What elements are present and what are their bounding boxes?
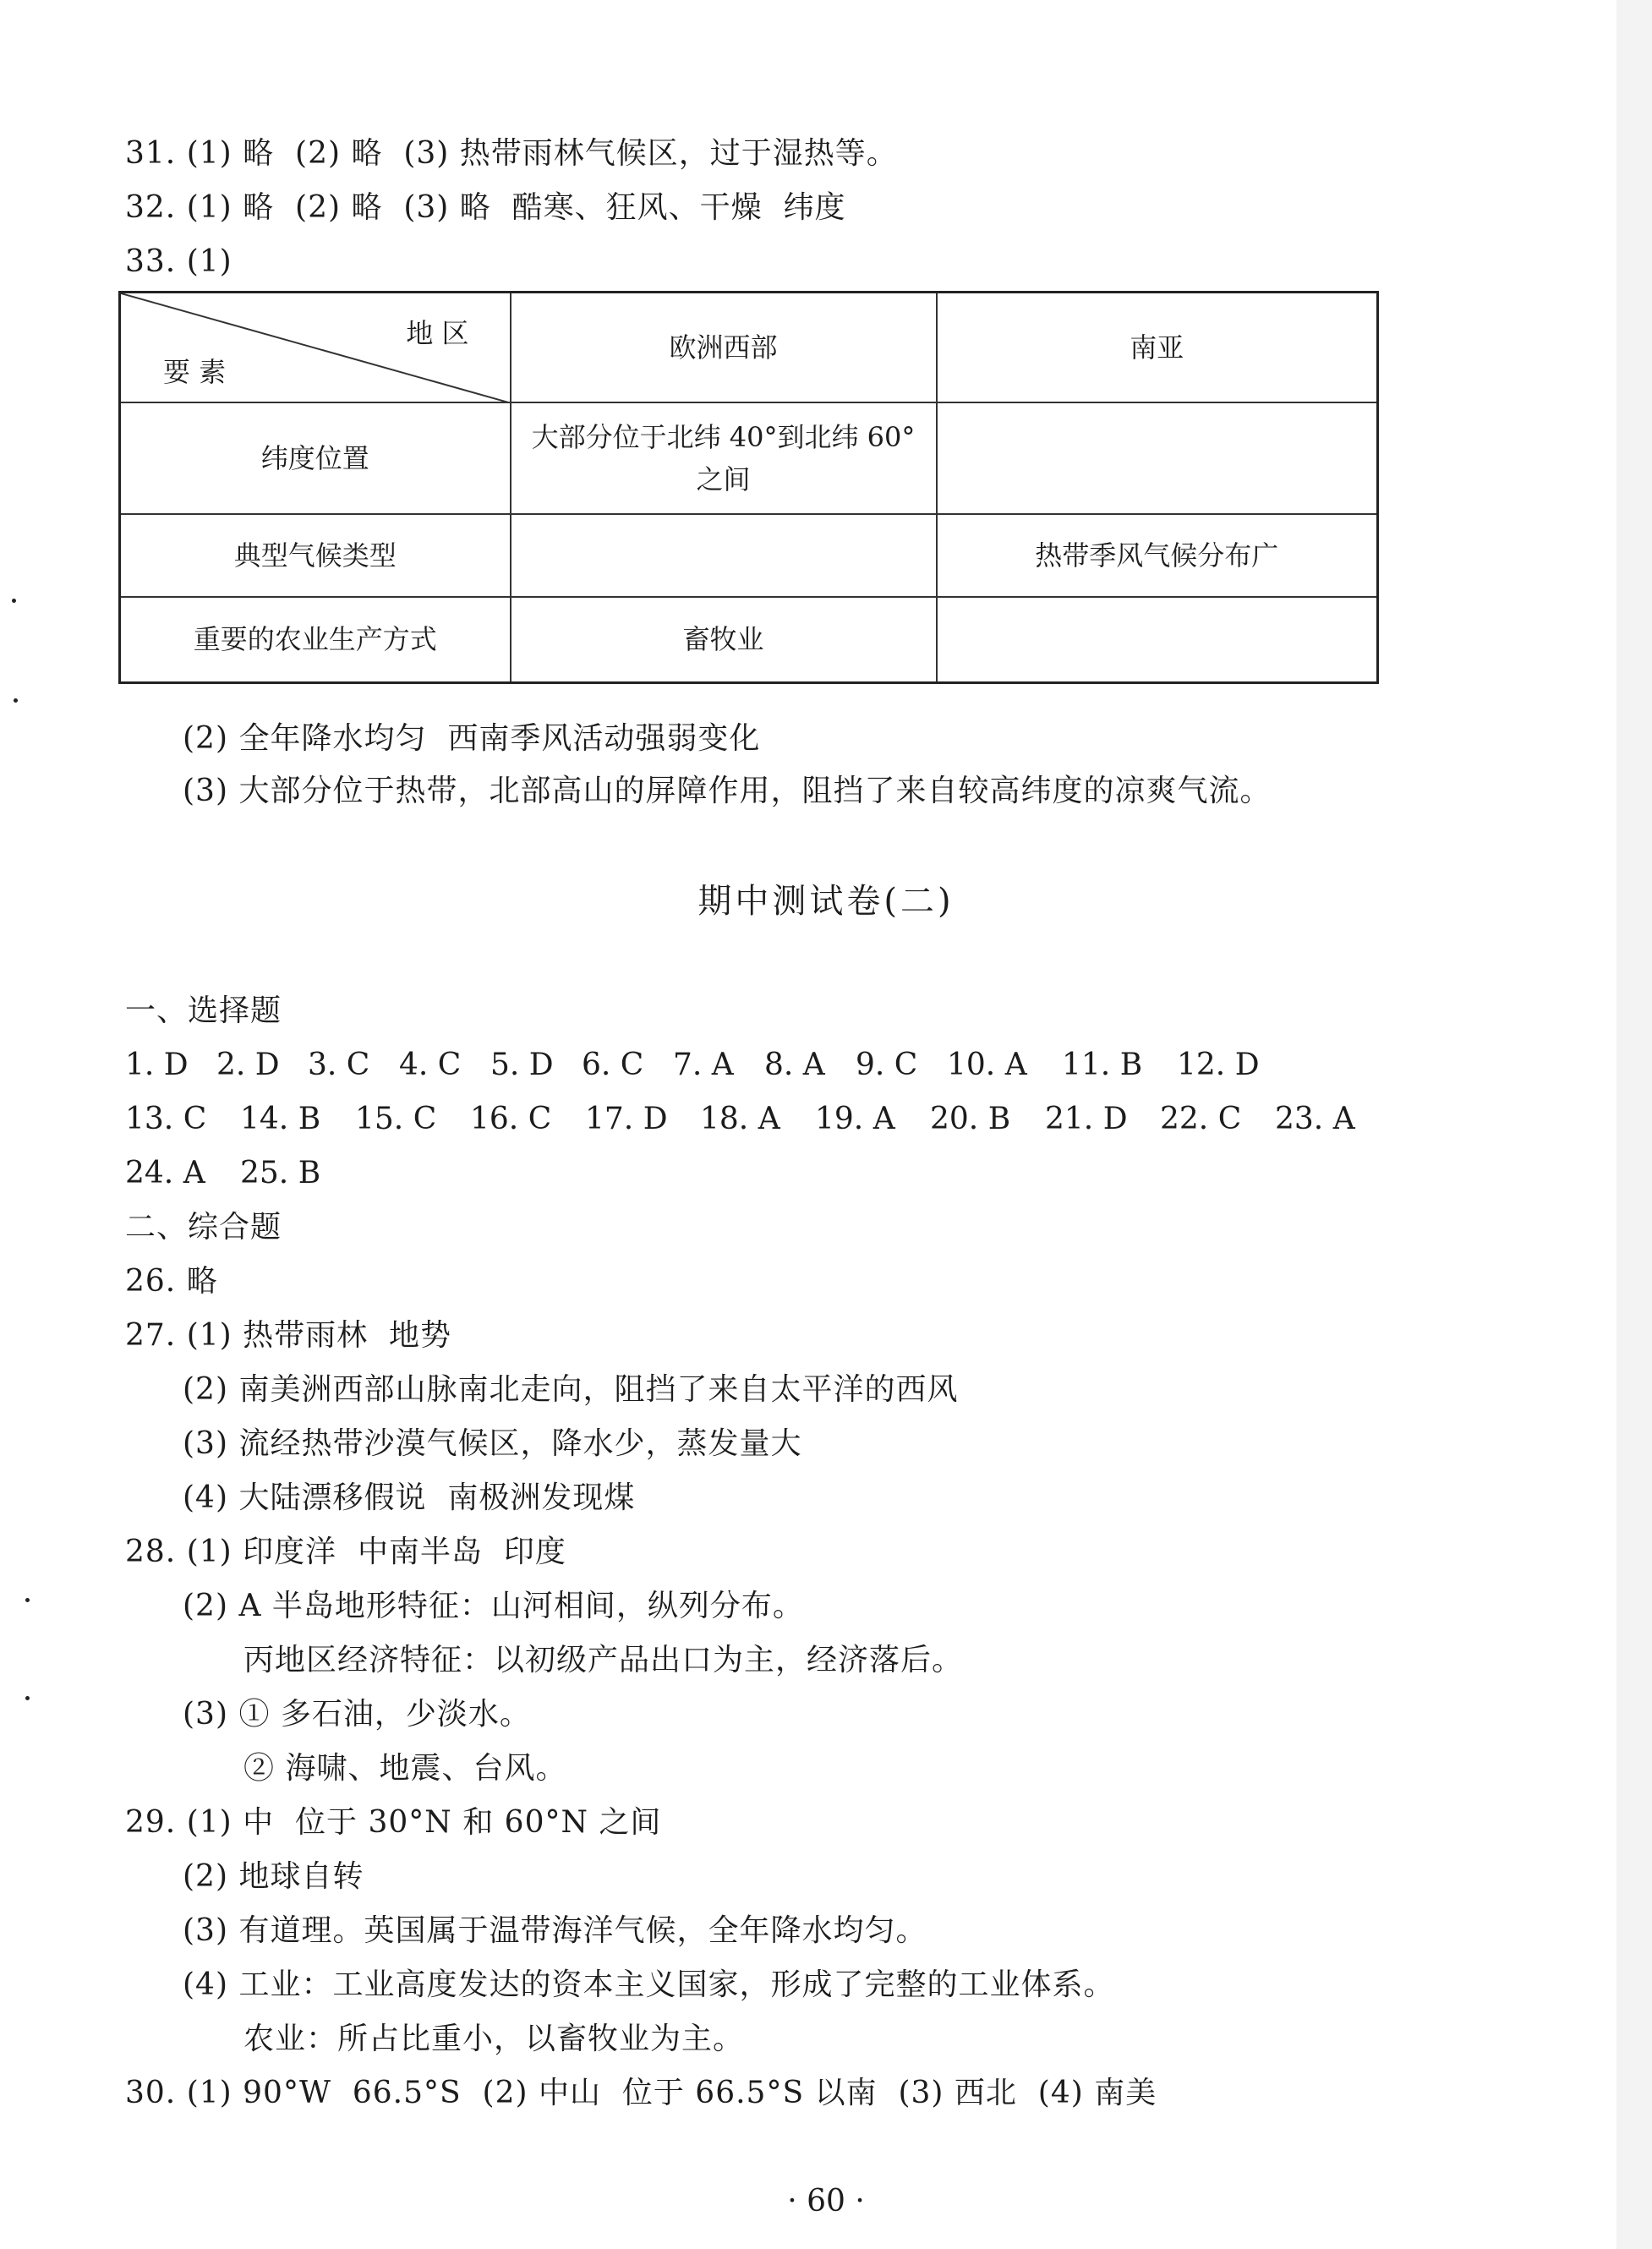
part2-heading: 二、综合题 [125, 1210, 282, 1245]
answer-q33-part2: (2) 全年降水均匀 西南季风活动强弱变化 [183, 721, 761, 756]
mc-answer: 4. C [399, 1048, 462, 1082]
header-element-label: 要 素 [163, 355, 227, 388]
scan-speck [14, 698, 18, 703]
mc-row-2 [125, 1096, 1390, 1143]
mc-answer: 23. A [1275, 1102, 1355, 1136]
answer-q28-3a: (3) ① 多石油，少淡水。 [183, 1697, 531, 1732]
scan-speck [25, 1696, 30, 1700]
answer-q29-4b: 农业：所占比重小，以畜牧业为主。 [243, 2022, 745, 2056]
mc-answer: 7. A [673, 1048, 734, 1082]
answer-q27-3: (3) 流经热带沙漠气候区，降水少，蒸发量大 [183, 1426, 802, 1461]
answer-q27-2: (2) 南美洲西部山脉南北走向，阻挡了来自太平洋的西风 [183, 1372, 959, 1407]
cell-south-asia-agriculture [937, 597, 1378, 683]
answer-q27-1: 27. (1) 热带雨林 地势 [125, 1318, 452, 1353]
answer-q26: 26. 略 [125, 1264, 218, 1299]
page-number: · 60 · [787, 2184, 865, 2219]
answer-q28-2b: 丙地区经济特征：以初级产品出口为主，经济落后。 [243, 1643, 964, 1677]
answer-q31: 31. (1) 略 (2) 略 (3) 热带雨林气候区，过于湿热等。 [125, 136, 898, 171]
table-diagonal-header [120, 293, 511, 402]
cell-west-europe-latitude: 大部分位于北纬 40°到北纬 60°之间 [511, 402, 937, 514]
mc-answer: 25. B [240, 1156, 321, 1190]
table-row [120, 402, 1378, 514]
table-row [120, 514, 1378, 597]
header-region-label: 地 区 [406, 317, 469, 349]
mc-row-1 [125, 1042, 1292, 1089]
table-row [120, 597, 1378, 683]
comparison-table [118, 291, 1379, 684]
cell-west-europe-agriculture: 畜牧业 [511, 597, 937, 683]
mc-answer: 17. D [585, 1102, 668, 1136]
mc-answer: 16. C [470, 1102, 552, 1136]
answer-q33-part1: 33. (1) [125, 244, 232, 279]
row-label-latitude: 纬度位置 [120, 402, 511, 514]
section-title: 期中测试卷(二) [697, 882, 955, 921]
mc-answer: 18. A [700, 1102, 780, 1136]
answer-q30: 30. (1) 90°W 66.5°S (2) 中山 位于 66.5°S 以南 (3) 西北 (4) 南美 [125, 2076, 1157, 2110]
header-south-asia: 南亚 [937, 293, 1378, 402]
answer-q33-part3: (3) 大部分位于热带，北部高山的屏障作用，阻挡了来自较高纬度的凉爽气流。 [183, 774, 1272, 808]
page-edge-shadow [1616, 0, 1652, 2249]
mc-answer: 20. B [930, 1102, 1011, 1136]
mc-answer: 13. C [125, 1102, 207, 1136]
table-header-row [120, 293, 1378, 402]
row-label-climate: 典型气候类型 [120, 514, 511, 597]
row-label-agriculture: 重要的农业生产方式 [120, 597, 511, 683]
scan-speck [12, 599, 16, 603]
answer-q32: 32. (1) 略 (2) 略 (3) 略 酷寒、狂风、干燥 纬度 [125, 190, 846, 225]
mc-row-3 [125, 1150, 355, 1197]
mc-answer: 12. D [1177, 1048, 1260, 1082]
cell-west-europe-climate [511, 514, 937, 597]
answer-q28-3b: ② 海啸、地震、台风。 [243, 1751, 567, 1786]
mc-answer: 2. D [216, 1048, 280, 1082]
mc-answer: 21. D [1045, 1102, 1128, 1136]
mc-answer: 19. A [815, 1102, 895, 1136]
answer-q28-1: 28. (1) 印度洋 中南半岛 印度 [125, 1535, 566, 1569]
mc-answer: 5. D [490, 1048, 554, 1082]
answer-q27-4: (4) 大陆漂移假说 南极洲发现煤 [183, 1480, 636, 1515]
cell-south-asia-climate: 热带季风气候分布广 [937, 514, 1378, 597]
scan-speck [25, 1598, 30, 1602]
answer-q29-2: (2) 地球自转 [183, 1859, 364, 1894]
mc-answer: 8. A [764, 1048, 825, 1082]
mc-answer: 15. C [355, 1102, 437, 1136]
part1-heading: 一、选择题 [125, 993, 282, 1028]
cell-south-asia-latitude [937, 402, 1378, 514]
answer-q29-4a: (4) 工业：工业高度发达的资本主义国家，形成了完整的工业体系。 [183, 1967, 1115, 2002]
mc-answer: 24. A [125, 1156, 205, 1190]
mc-answer: 10. A [947, 1048, 1027, 1082]
answer-q28-2a: (2) A 半岛地形特征：山河相间，纵列分布。 [183, 1589, 804, 1623]
mc-answer: 6. C [582, 1048, 644, 1082]
mc-answer: 9. C [856, 1048, 918, 1082]
mc-answer: 14. B [240, 1102, 321, 1136]
mc-answer: 22. C [1160, 1102, 1242, 1136]
mc-answer: 11. B [1062, 1048, 1143, 1082]
answer-q29-1: 29. (1) 中 位于 30°N 和 60°N 之间 [125, 1805, 662, 1840]
mc-answer: 1. D [125, 1048, 189, 1082]
mc-answer: 3. C [308, 1048, 370, 1082]
header-west-europe: 欧洲西部 [511, 293, 937, 402]
answer-q29-3: (3) 有道理。英国属于温带海洋气候，全年降水均匀。 [183, 1913, 927, 1948]
